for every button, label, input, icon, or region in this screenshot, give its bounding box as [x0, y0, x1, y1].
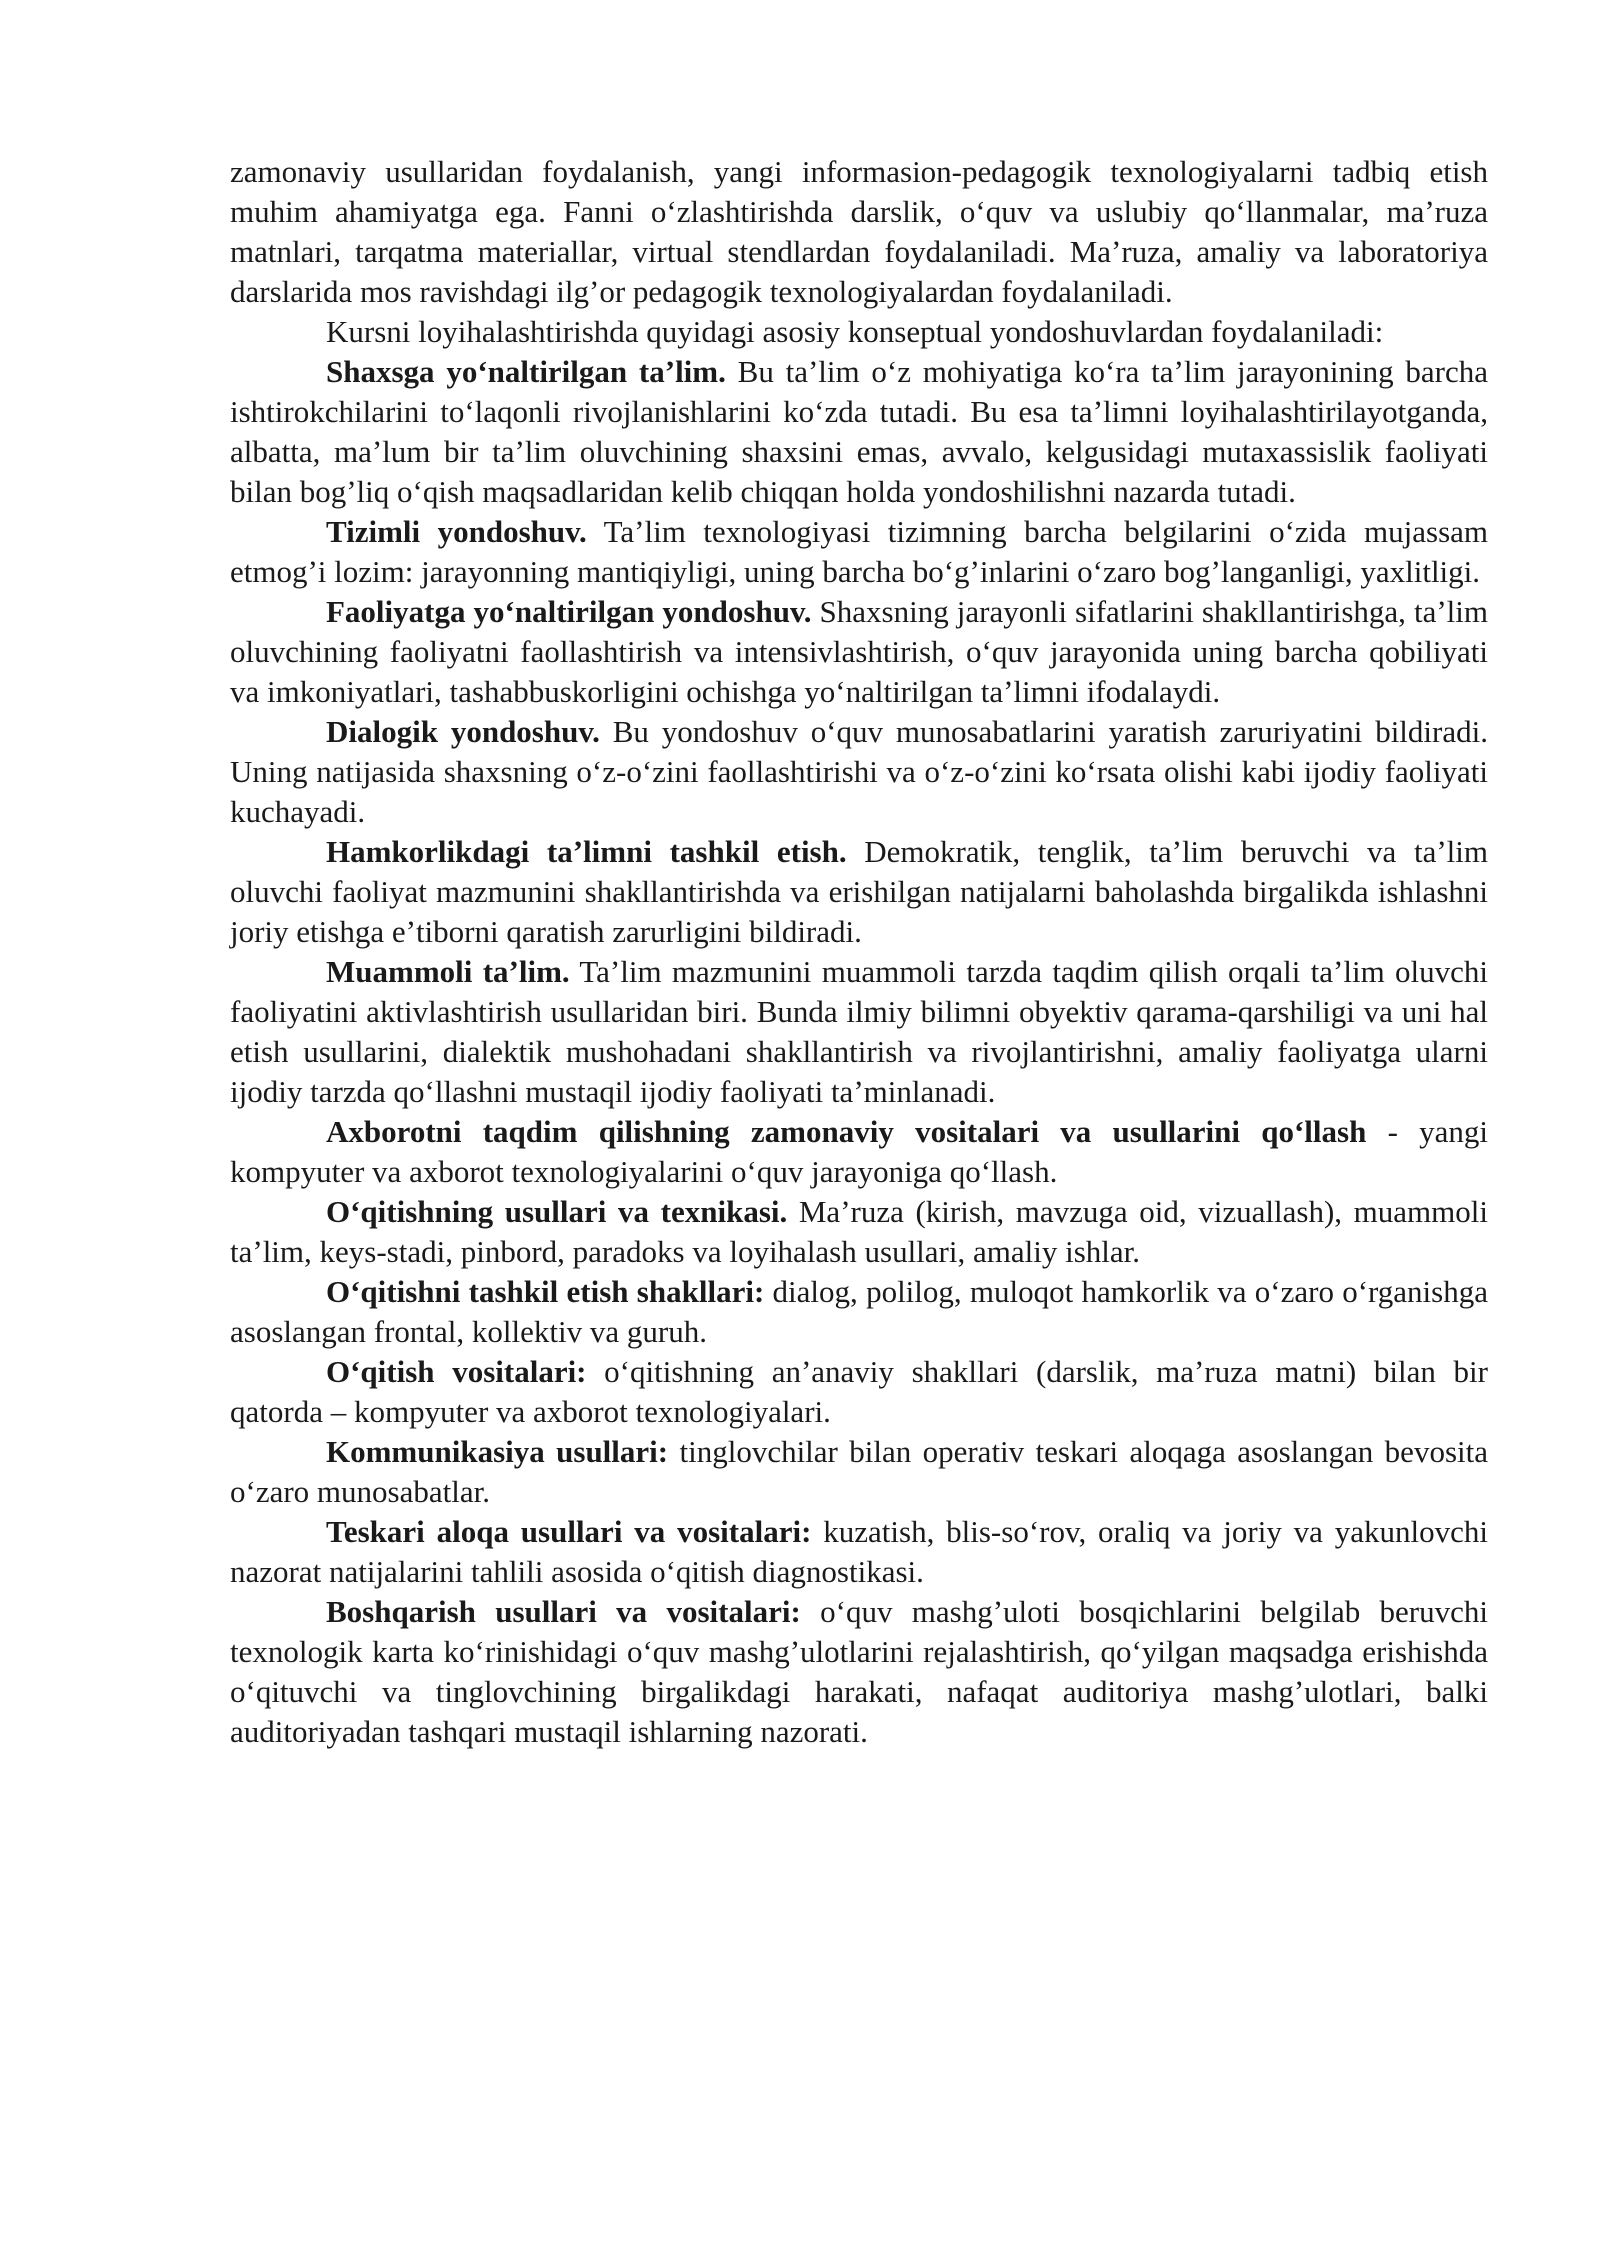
paragraph-organization-forms [230, 1272, 1488, 1352]
paragraph-term: Shaxsga yoʻnaltirilgan taʼlim. [326, 354, 726, 389]
paragraph-text: kuzatish, blis-soʻrov, oraliq va joriy va yakunlovchi nazorat natijalarini tahlili asosida oʻqitish diagnostikasi. [230, 1514, 1488, 1589]
paragraph-cooperative [230, 832, 1488, 952]
paragraph-intro [230, 152, 1488, 312]
paragraph-activity-oriented [230, 592, 1488, 712]
paragraph-term: Faoliyatga yoʻnaltirilgan yondoshuv. [326, 594, 812, 629]
paragraph-term: Dialogik yondoshuv. [326, 714, 600, 749]
document-page [230, 152, 1488, 1752]
paragraph-term: Teskari aloqa usullari va vositalari: [326, 1514, 812, 1549]
paragraph-dialogic [230, 712, 1488, 832]
paragraph-text: Maʼruza (kirish, mavzuga oid, vizuallash), muammoli taʼlim, keys-stadi, pinbord, paradoks va loyihalash usullari, amaliy ishlar. [230, 1194, 1488, 1269]
paragraph-text: Bu taʼlim oʻz mohiyatiga koʻra taʼlim jarayonining barcha ishtirokchilarini toʻlaqonli rivojlanishlarini koʻzda tutadi. Bu esa taʼlimni loyihalashtirilayotganda, albatta, maʼlum bir taʼlim oluvchining shaxsini emas, avvalo, kelgusidagi mutaxassislik faoliyati bilan bogʼliq oʻqish maqsadlaridan kelib chiqqan holda yondoshilishni nazarda tutadi. [230, 354, 1488, 509]
paragraph-text: oʻquv mashgʼuloti bosqichlarini belgilab beruvchi texnologik karta koʻrinishidagi oʻquv mashgʼulotlarini rejalashtirish, qoʻyilgan maqsadga erishishda oʻqituvchi va tinglovchining birgalikdagi harakati, nafaqat auditoriya mashgʼulotlari, balki auditoriyadan tashqari mustaqil ishlarning nazorati. [230, 1594, 1488, 1749]
paragraph-information-tools [230, 1112, 1488, 1192]
paragraph-communication [230, 1432, 1488, 1512]
paragraph-term: Kommunikasiya usullari: [326, 1434, 669, 1469]
paragraph-problem-based [230, 952, 1488, 1112]
paragraph-text: Taʼlim mazmunini muammoli tarzda taqdim qilish orqali taʼlim oluvchi faoliyatini aktivlashtirish usullaridan biri. Bunda ilmiy bilimni obyektiv qarama-qarshiligi va uni hal etish usullarini, dialektik mushohadani shakllantirish va rivojlantirishni, amaliy faoliyatga ularni ijodiy tarzda qoʻllashni mustaqil ijodiy faoliyati taʼminlanadi. [230, 954, 1488, 1109]
paragraph-term: Boshqarish usullari va vositalari: [326, 1594, 801, 1629]
paragraph-teaching-methods [230, 1192, 1488, 1272]
paragraph-teaching-tools [230, 1352, 1488, 1432]
paragraph-personal-oriented [230, 352, 1488, 512]
paragraph-text: Shaxsning jarayonli sifatlarini shakllantirishga, taʼlim oluvchining faoliyatni faollashtirish va intensivlashtirish, oʻquv jarayonida uning barcha qobiliyati va imkoniyatlari, tashabbuskorligini ochishga yoʻnaltirilgan taʼlimni ifodalaydi. [230, 594, 1488, 709]
paragraph-text: - yangi kompyuter va axborot texnologiyalarini oʻquv jarayoniga qoʻllash. [230, 1114, 1488, 1189]
paragraph-approaches-intro [230, 312, 1488, 352]
paragraph-term: Oʻqitishni tashkil etish shakllari: [326, 1274, 765, 1309]
paragraph-text: Taʼlim texnologiyasi tizimning barcha belgilarini oʻzida mujassam etmogʼi lozim: jarayonning mantiqiyligi, uning barcha boʻgʼinlarini oʻzaro bogʼlanganligi, yaxlitligi. [230, 514, 1489, 589]
paragraph-text: oʻqitishning anʼanaviy shakllari (darslik, maʼruza matni) bilan bir qatorda – kompyuter va axborot texnologiyalari. [230, 1354, 1488, 1429]
paragraph-management [230, 1592, 1488, 1752]
paragraph-feedback [230, 1512, 1488, 1592]
paragraph-term: Oʻqitishning usullari va texnikasi. [326, 1194, 788, 1229]
paragraph-text: Kursni loyihalashtirishda quyidagi asosiy konseptual yondoshuvlardan foydalaniladi: [326, 314, 1384, 349]
paragraph-text: dialog, polilog, muloqot hamkorlik va oʻzaro oʻrganishga asoslangan frontal, kollektiv va guruh. [230, 1274, 1488, 1349]
paragraph-text: tinglovchilar bilan operativ teskari aloqaga asoslangan bevosita oʻzaro munosabatlar. [230, 1434, 1488, 1509]
paragraph-term: Muammoli taʼlim. [326, 954, 570, 989]
paragraph-text: zamonaviy usullaridan foydalanish, yangi informasion-pedagogik texnologiyalarni tadbiq etish muhim ahamiyatga ega. Fanni oʻzlashtirishda darslik, oʻquv va uslubiy qoʻllanmalar, maʼruza matnlari, tarqatma materiallar, virtual stendlardan foydalaniladi. Maʼruza, amaliy va laboratoriya darslarida mos ravishdagi ilgʼor pedagogik texnologiyalardan foydalaniladi. [230, 154, 1488, 309]
paragraph-term: Tizimli yondoshuv. [326, 514, 587, 549]
paragraph-text: Demokratik, tenglik, taʼlim beruvchi va taʼlim oluvchi faoliyat mazmunini shakllantirishda va erishilgan natijalarni baholashda birgalikda ishlashni joriy etishga eʼtiborni qaratish zarurligini bildiradi. [230, 834, 1488, 949]
paragraph-term: Hamkorlikdagi taʼlimni tashkil etish. [326, 834, 847, 869]
paragraph-systemic [230, 512, 1488, 592]
paragraph-term: Axborotni taqdim qilishning zamonaviy vositalari va usullarini qoʻllash [326, 1114, 1367, 1149]
paragraph-text: Bu yondoshuv oʻquv munosabatlarini yaratish zaruriyatini bildiradi. Uning natijasida shaxsning oʻz-oʻzini faollashtirishi va oʻz-oʻzini koʻrsata olishi kabi ijodiy faoliyati kuchayadi. [230, 714, 1488, 829]
paragraph-term: Oʻqitish vositalari: [326, 1354, 587, 1389]
